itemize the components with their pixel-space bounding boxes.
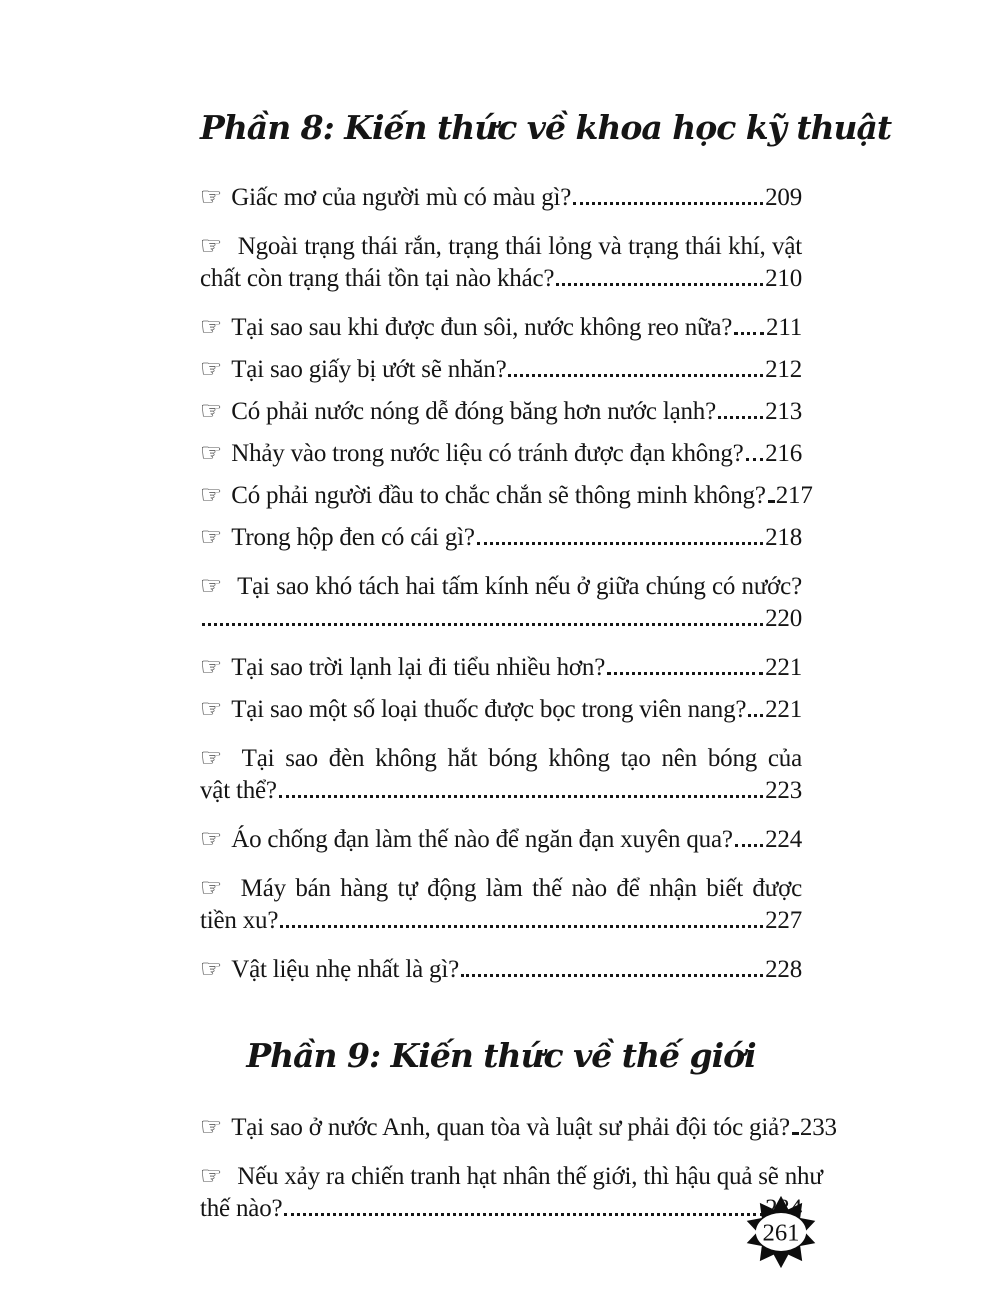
- pointing-hand-icon: ☞: [200, 312, 223, 341]
- toc-entry: [200, 953, 802, 986]
- toc-entry-text: Nếu xảy ra chiến tranh hạt nhân thế giới, thì hậu quả sẽ như: [237, 1163, 823, 1190]
- toc-entry-text: Giấc mơ của người mù có màu gì?: [231, 184, 572, 211]
- dot-leader: [202, 623, 763, 626]
- toc-entry-text: Tại sao một số loại thuốc được bọc trong viên nang?: [231, 696, 747, 723]
- dot-leader: [748, 714, 763, 717]
- dot-leader: [768, 500, 774, 503]
- page-number-badge: [743, 1194, 819, 1270]
- toc-entry: [200, 693, 802, 726]
- dot-leader: [461, 974, 763, 977]
- toc-entry-continuation: tiền xu?: [200, 907, 279, 934]
- toc-entry-page: 217: [775, 482, 813, 509]
- pointing-hand-icon: ☞: [200, 571, 223, 600]
- pointing-hand-icon: ☞: [200, 182, 223, 211]
- pointing-hand-icon: ☞: [200, 954, 223, 983]
- pointing-hand-icon: ☞: [200, 354, 223, 383]
- toc-entry-text: Tại sao trời lạnh lại đi tiểu nhiều hơn?: [231, 654, 606, 681]
- dot-leader: [607, 672, 763, 675]
- toc-entry-page: 210: [765, 265, 802, 292]
- starburst-icon: [743, 1194, 819, 1270]
- pointing-hand-icon: ☞: [200, 480, 223, 509]
- pointing-hand-icon: ☞: [200, 1112, 223, 1141]
- toc-entry: [200, 1111, 837, 1144]
- pointing-hand-icon: ☞: [200, 1161, 223, 1190]
- toc-entry-page: 209: [765, 184, 802, 211]
- toc-entry: [200, 311, 802, 344]
- toc-entry: [200, 479, 813, 512]
- toc-entry: [200, 1160, 823, 1225]
- toc-entry: [200, 570, 802, 635]
- toc-entry-continuation: vật thể?: [200, 777, 277, 804]
- dot-leader: [792, 1132, 798, 1135]
- toc-entry: [200, 395, 802, 428]
- toc-entry: [200, 651, 802, 684]
- toc-entry-page: 221: [765, 654, 802, 681]
- dot-leader: [746, 458, 764, 461]
- toc-entry: [200, 181, 802, 214]
- toc-entry-text: Nhảy vào trong nước liệu có tránh được đạn không?: [231, 440, 744, 467]
- toc-entry-text: Có phải người đầu to chắc chắn sẽ thông minh không?: [231, 482, 766, 509]
- toc-entry-page: 218: [765, 524, 802, 551]
- pointing-hand-icon: ☞: [200, 824, 223, 853]
- page-number: 261: [762, 1219, 800, 1247]
- dot-leader: [280, 925, 763, 928]
- pointing-hand-icon: ☞: [200, 438, 223, 467]
- toc-entry: [200, 230, 802, 295]
- pointing-hand-icon: ☞: [200, 652, 223, 681]
- toc-entry-page: 223: [765, 777, 802, 804]
- toc-entry: [200, 353, 802, 386]
- pointing-hand-icon: ☞: [200, 231, 223, 260]
- toc-entry-page: 221: [765, 696, 802, 723]
- toc-entry-text: Máy bán hàng tự động làm thế nào để nhận biết được: [240, 875, 802, 902]
- toc-entry-text: Tại sao đèn không hắt bóng không tạo nên bóng của: [241, 745, 802, 772]
- dot-leader: [734, 332, 764, 335]
- toc-entry-text: Ngoài trạng thái rắn, trạng thái lỏng và trạng thái khí, vật: [237, 233, 802, 260]
- toc-entry-page: 213: [765, 398, 802, 425]
- dot-leader: [284, 1213, 763, 1216]
- toc-entry-page: 211: [766, 314, 802, 341]
- toc-entry-text: Áo chống đạn làm thế nào để ngăn đạn xuyên qua?: [231, 826, 733, 853]
- toc-entry-text: Vật liệu nhẹ nhất là gì?: [231, 956, 459, 983]
- dot-leader: [556, 283, 763, 286]
- toc-entry-continuation: chất còn trạng thái tồn tại nào khác?: [200, 265, 555, 292]
- dot-leader: [508, 374, 763, 377]
- section-title-part9: Phần 9: Kiến thức về thế giới: [246, 1036, 756, 1075]
- pointing-hand-icon: ☞: [200, 396, 223, 425]
- pointing-hand-icon: ☞: [200, 522, 223, 551]
- toc-entry-continuation: thế nào?: [200, 1195, 283, 1222]
- toc-entry: [200, 823, 802, 856]
- toc-entry-page: 220: [765, 605, 802, 632]
- dot-leader: [279, 795, 763, 798]
- dot-leader: [477, 542, 763, 545]
- toc-entry-page: 216: [765, 440, 802, 467]
- toc-entry-text: Có phải nước nóng dễ đóng băng hơn nước lạnh?: [231, 398, 716, 425]
- toc-entry-page: 227: [765, 907, 802, 934]
- toc-entry-page: 212: [765, 356, 802, 383]
- toc-entry-page: 224: [765, 826, 802, 853]
- toc-entry: [200, 872, 802, 937]
- toc-entry: [200, 742, 802, 807]
- dot-leader: [718, 416, 763, 419]
- toc-entry-text: Tại sao ở nước Anh, quan tòa và luật sư phải đội tóc giả?: [231, 1114, 790, 1141]
- dot-leader: [735, 844, 763, 847]
- toc-entry: [200, 437, 802, 470]
- toc-entry-text: Tại sao giấy bị ướt sẽ nhăn?: [231, 356, 507, 383]
- toc-entry-text: Tại sao sau khi được đun sôi, nước không reo nữa?: [231, 314, 733, 341]
- section-title-part8: Phần 8: Kiến thức về khoa học kỹ thuật: [200, 108, 892, 147]
- pointing-hand-icon: ☞: [200, 694, 223, 723]
- toc-entry-text: Tại sao khó tách hai tấm kính nếu ở giữa chúng có nước?: [237, 573, 802, 600]
- dot-leader: [573, 202, 763, 205]
- toc-entry-page: 228: [765, 956, 802, 983]
- toc-entry-text: Trong hộp đen có cái gì?: [231, 524, 475, 551]
- toc-entry: [200, 521, 802, 554]
- pointing-hand-icon: ☞: [200, 743, 223, 772]
- toc-entry-page: 233: [799, 1114, 837, 1141]
- pointing-hand-icon: ☞: [200, 873, 223, 902]
